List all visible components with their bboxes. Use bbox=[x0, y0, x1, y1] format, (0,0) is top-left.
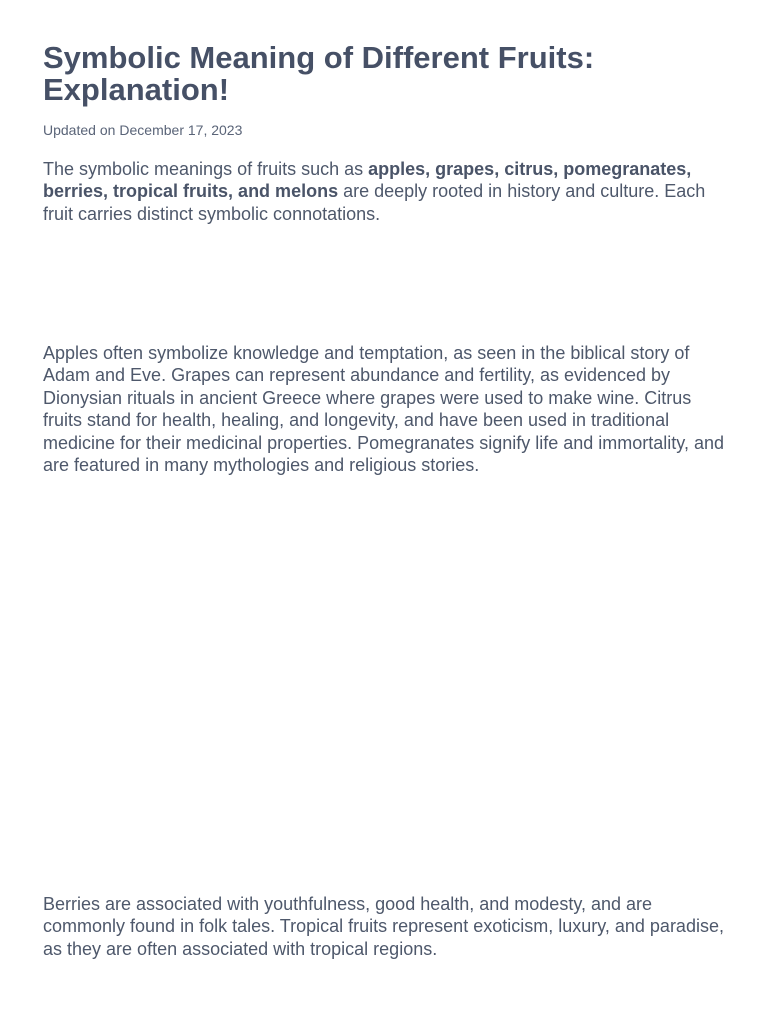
updated-label: Updated on bbox=[43, 122, 116, 138]
article-meta bbox=[43, 121, 242, 139]
fruits-paragraph: Apples often symbolize knowledge and temptation, as seen in the biblical story of Adam and Eve. Grapes can represent abundance and fertility, as evidenced by Dionysian rituals in ancient Greece where grapes were used to make wine. Citrus fruits stand for health, healing, and longevity, and have been used in traditional medicine for their medicinal properties. Pomegranates signify life and immortality, and are featured in many mythologies and religious stories. bbox=[43, 343, 724, 476]
article-title: Symbolic Meaning of Different Fruits: Explanation! bbox=[43, 40, 595, 107]
intro-paragraph bbox=[43, 158, 733, 225]
updated-date: December 17, 2023 bbox=[119, 122, 243, 138]
berries-paragraph: Berries are associated with youthfulness, good health, and modesty, and are commonly found in folk tales. Tropical fruits represent exoticism, luxury, and paradise, as they are often associated with tropical regions. bbox=[43, 894, 724, 959]
intro-lead: The symbolic meanings of fruits such as bbox=[43, 159, 369, 179]
intro-fruit-list: apples, grapes, citrus, pomegranates, berries, tropical fruits, and melons bbox=[43, 159, 692, 202]
intro-tail: are deeply rooted in history and culture. Each fruit carries distinct symbolic connotations. bbox=[43, 181, 706, 224]
